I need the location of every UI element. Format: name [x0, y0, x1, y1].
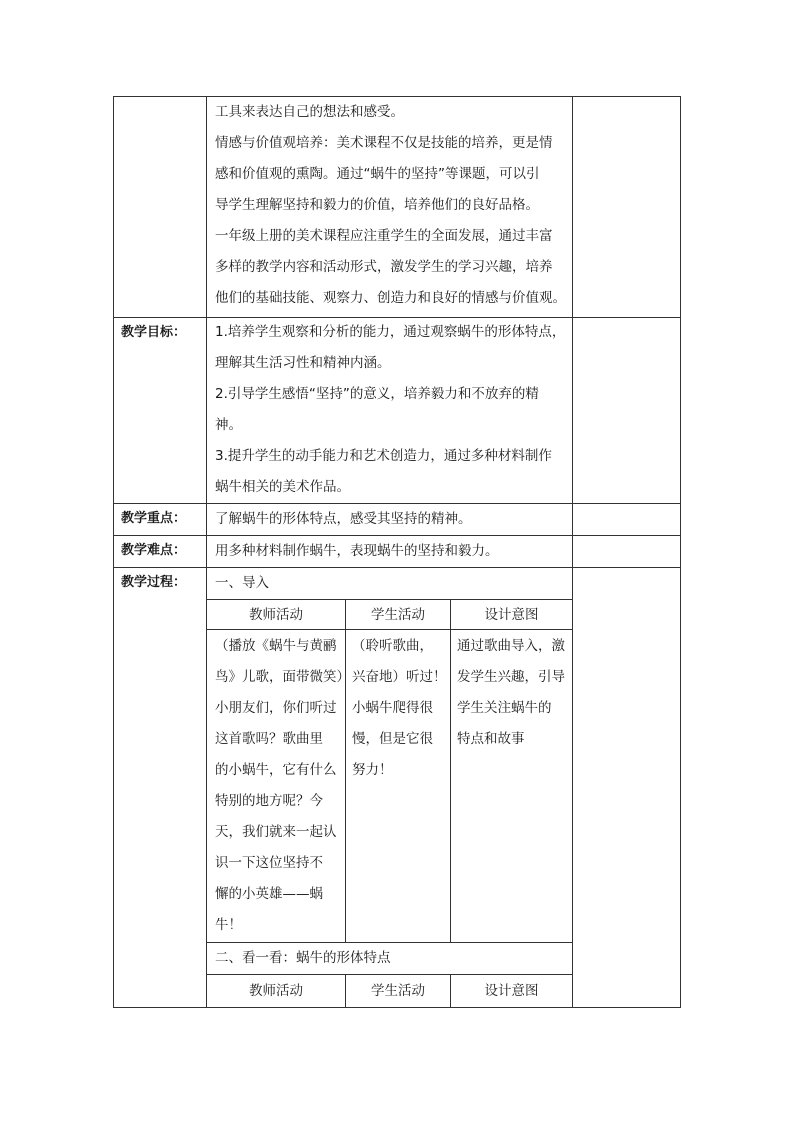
- goals-label: 教学目标：: [121, 325, 187, 340]
- intro-paragraph: 工具来表达自己的想法和感受。: [215, 104, 404, 120]
- key-points-text: 了解蜗牛的形体特点，感受其坚持的精神。: [215, 511, 472, 527]
- process-label: 教学过程：: [121, 575, 187, 590]
- section-title: 二、看一看：蜗牛的形体特点: [215, 950, 391, 966]
- intro-paragraph: 情感与价值观培养：美术课程不仅是技能的培养，更是情 感和价值观的熏陶。通过“蜗牛的坚持”等课题，可以引 导学生理解坚持和毅力的价值，培养他们的良好品格。: [215, 135, 553, 213]
- divider: [206, 974, 573, 975]
- column-header-teacher: 教师活动: [249, 607, 303, 623]
- difficulties-label: 教学难点：: [121, 543, 187, 558]
- column-header-intent: 设计意图: [484, 983, 539, 999]
- column-header-student: 学生活动: [371, 983, 425, 999]
- key-points-label: 教学重点：: [121, 511, 187, 526]
- divider: [450, 599, 451, 942]
- column-header-intent: 设计意图: [484, 607, 539, 623]
- student-activity: （聆听歌曲， 兴奋地）听过！ 小蜗牛爬得很 慢，但是它很 努力！: [352, 638, 447, 778]
- difficulties-text: 用多种材料制作蜗牛，表现蜗牛的坚持和毅力。: [215, 543, 499, 559]
- divider: [572, 96, 573, 1008]
- divider: [206, 629, 573, 630]
- divider: [113, 567, 681, 568]
- teacher-activity: （播放《蜗牛与黄鹂 鸟》儿歌，面带微笑） 小朋友们，你们听过 这首歌吗？歌曲里 的小蜗牛，它有什么 特别的地方呢？今 天，我们就来一起认 识一下这位坚持不 懈的小英雄——蜗 牛！: [215, 638, 350, 933]
- intro-paragraph: 一年级上册的美术课程应注重学生的全面发展，通过丰富 多样的教学内容和活动形式，激发学生的学习兴趣，培养 他们的基础技能、观察力、创造力和良好的情感与价值观。: [215, 228, 566, 306]
- section-title: 一、导入: [215, 575, 269, 591]
- divider: [206, 96, 207, 1008]
- design-intent: 通过歌曲导入，激 发学生兴趣，引导 学生关注蜗牛的 特点和故事: [457, 638, 565, 747]
- goal-item: 3.提升学生的动手能力和艺术创造力，通过多种材料制作 蜗牛相关的美术作品。: [215, 448, 552, 495]
- column-header-student: 学生活动: [371, 607, 425, 623]
- goal-item: 2.引导学生感悟“坚持”的意义，培养毅力和不放弃的精 神。: [215, 386, 539, 433]
- column-header-teacher: 教师活动: [249, 983, 303, 999]
- divider: [206, 599, 573, 600]
- goal-item: 1.培养学生观察和分析的能力，通过观察蜗牛的形体特点， 理解其生活习性和精神内涵。: [215, 324, 566, 371]
